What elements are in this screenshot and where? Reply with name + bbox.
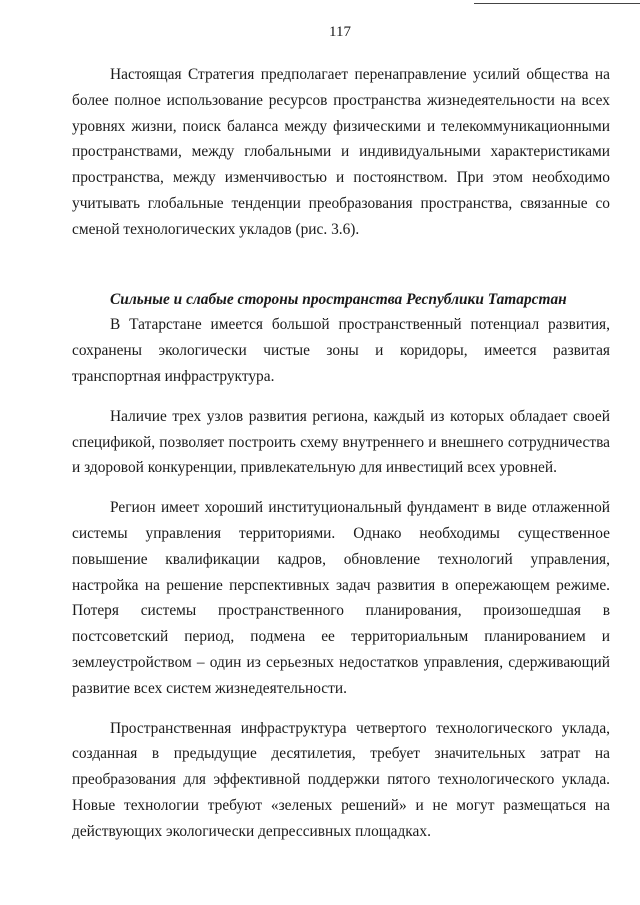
section-paragraph-3: Регион имеет хороший институциональный фундамент в виде отлаженной системы управления территориями. Однако необходимы существенное повышение квалификации кадров, обновление технологий управления, настройка на решение перспективных задач развития в опережающем режиме. Потеря системы пространственного планирования, произошедшая в постсоветский период, подмена ее территориальным планированием и землеустройством – один из серьезных недостатков управления, сдерживающий развитие всех систем жизнедеятельности. (72, 499, 610, 697)
top-rule-line (474, 3, 640, 4)
section-paragraph-4: Пространственная инфраструктура четвертого технологического уклада, созданная в предыдущие десятилетия, требует значительных затрат на преобразования для эффективной поддержки пятого технологического уклада. Новые технологии требуют «зеленых решений» и не могут размещаться на действующих экологически депрессивных площадках. (72, 719, 610, 840)
section-paragraph-1: В Татарстане имеется большой пространственный потенциал развития, сохранены экологически чистые зоны и коридоры, имеется развитая транспортная инфраструктура. (72, 316, 610, 385)
page-number: 117 (329, 24, 351, 40)
intro-paragraph: Настоящая Стратегия предполагает перенаправление усилий общества на более полное использование ресурсов пространства жизнедеятельности на всех уровнях жизни, поиск баланса между физическими и телекоммуникационными пространствами, между глобальными и индивидуальными характеристиками пространства, между изменчивостью и постоянством. При этом необходимо учитывать глобальные тенденции преобразования пространства, связанные со сменой технологических укладов (рис. 3.6). (72, 66, 610, 238)
section-paragraph-2: Наличие трех узлов развития региона, каждый из которых обладает своей спецификой, позволяет построить схему внутреннего и внешнего сотрудничества и здоровой конкуренции, привлекательную для инвестиций всех уровней. (72, 407, 610, 477)
section-heading: Сильные и слабые стороны пространства Республики Татарстан (110, 290, 567, 308)
document-body (72, 62, 610, 845)
